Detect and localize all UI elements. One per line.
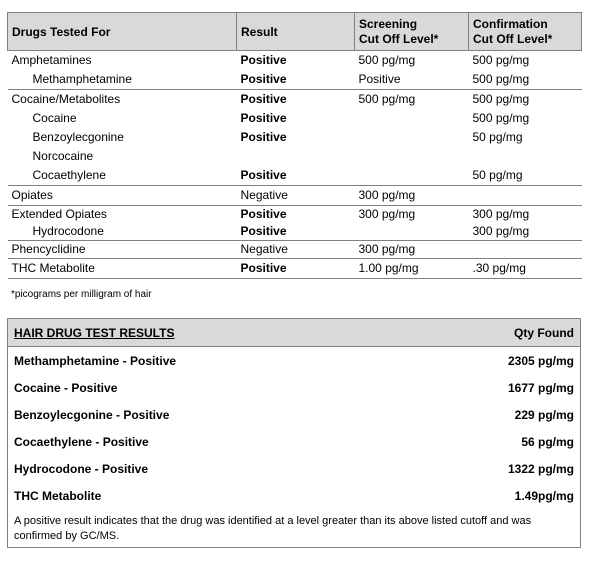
results-title: HAIR DRUG TEST RESULTS	[14, 326, 175, 340]
table-row	[8, 109, 582, 128]
drug-name: Cocaine/Metabolites	[8, 90, 237, 110]
drug-result: Positive	[240, 130, 287, 144]
result-qty: 2305 pg/mg	[507, 354, 574, 368]
result-item	[14, 461, 574, 477]
result-name: Cocaine - Positive	[14, 381, 118, 395]
drug-confirmation	[469, 147, 582, 166]
table-row	[8, 70, 582, 90]
drug-confirmation: 300 pg/mg	[472, 224, 530, 238]
drug-screening	[355, 166, 469, 186]
drug-result: Positive	[237, 51, 355, 71]
drug-name: Cocaine	[32, 111, 77, 125]
drug-result: Positive	[237, 259, 355, 279]
drug-name: Extended Opiates	[8, 206, 237, 224]
drug-screening: 300 pg/mg	[355, 186, 469, 206]
drug-confirmation	[469, 241, 582, 259]
table-row	[8, 259, 582, 279]
drug-name: Benzoylecgonine	[32, 130, 124, 144]
drug-screening: 300 pg/mg	[355, 241, 469, 259]
drug-name: Phencyclidine	[8, 241, 237, 259]
header-screening-line2: Cut Off Level*	[359, 32, 439, 46]
header-confirmation-line2: Cut Off Level*	[473, 32, 553, 46]
table-row	[8, 90, 582, 110]
results-header	[8, 319, 580, 347]
result-name: Methamphetamine - Positive	[14, 354, 177, 368]
result-item	[14, 380, 574, 396]
drug-confirmation: 500 pg/mg	[472, 72, 530, 86]
table-row	[8, 206, 582, 224]
drug-confirmation: 50 pg/mg	[472, 168, 523, 182]
confirmation-note: A positive result indicates that the drug was identified at a level greater than its above listed cutoff and was confirmed by GC/MS.	[14, 515, 532, 542]
header-screening-line1: Screening	[359, 17, 418, 31]
drug-name: Hydrocodone	[32, 224, 104, 238]
result-qty: 56 pg/mg	[521, 435, 574, 449]
result-item	[14, 353, 574, 369]
drug-confirmation: .30 pg/mg	[469, 259, 582, 279]
table-row	[8, 166, 582, 186]
drug-screening: 300 pg/mg	[355, 206, 469, 224]
qty-found-label: Qty Found	[514, 326, 574, 340]
result-name: THC Metabolite	[14, 489, 102, 503]
header-confirmation-line1: Confirmation	[473, 17, 548, 31]
table-row	[8, 128, 582, 147]
drug-test-table	[7, 12, 582, 279]
drug-result: Negative	[237, 241, 355, 259]
drug-screening	[355, 147, 469, 166]
table-header-row	[8, 13, 582, 51]
result-name: Hydrocodone - Positive	[14, 462, 149, 476]
result-item	[14, 488, 574, 504]
drug-screening	[355, 109, 469, 128]
table-row	[8, 186, 582, 206]
drug-confirmation: 50 pg/mg	[472, 130, 523, 144]
drug-screening: 500 pg/mg	[355, 90, 469, 110]
drug-screening: Positive	[358, 72, 401, 86]
footnote: *picograms per milligram of hair	[11, 289, 152, 300]
drug-name: Opiates	[8, 186, 237, 206]
drug-confirmation: 500 pg/mg	[469, 51, 582, 71]
drug-result: Positive	[240, 168, 287, 182]
drug-screening	[355, 223, 469, 241]
drug-result: Positive	[240, 224, 287, 238]
drug-confirmation	[469, 186, 582, 206]
drug-result: Negative	[237, 186, 355, 206]
header-screening	[355, 13, 469, 51]
drug-result: Positive	[240, 111, 287, 125]
result-qty: 1.49pg/mg	[514, 489, 574, 503]
table-row	[8, 223, 582, 241]
drug-result: Positive	[237, 90, 355, 110]
result-qty: 229 pg/mg	[514, 408, 574, 422]
header-result: Result	[237, 13, 355, 51]
result-item	[14, 407, 574, 423]
drug-name: Amphetamines	[8, 51, 237, 71]
drug-confirmation: 300 pg/mg	[469, 206, 582, 224]
drug-name: Cocaethylene	[32, 168, 106, 182]
drug-screening: 1.00 pg/mg	[355, 259, 469, 279]
drug-screening	[355, 128, 469, 147]
header-drugs-tested: Drugs Tested For	[8, 13, 237, 51]
hair-test-results-panel	[7, 318, 581, 548]
table-row	[8, 51, 582, 71]
table-row	[8, 241, 582, 259]
drug-result: Positive	[240, 72, 287, 86]
drug-name: THC Metabolite	[8, 259, 237, 279]
drug-confirmation: 500 pg/mg	[472, 111, 530, 125]
result-qty: 1677 pg/mg	[507, 381, 574, 395]
result-qty: 1322 pg/mg	[507, 462, 574, 476]
drug-confirmation: 500 pg/mg	[469, 90, 582, 110]
drug-name: Norcocaine	[32, 149, 94, 163]
drug-screening: 500 pg/mg	[355, 51, 469, 71]
drug-result	[237, 147, 355, 166]
result-name: Benzoylecgonine - Positive	[14, 408, 170, 422]
result-name: Cocaethylene - Positive	[14, 435, 149, 449]
result-item	[14, 434, 574, 450]
header-confirmation	[469, 13, 582, 51]
table-row	[8, 147, 582, 166]
drug-result: Positive	[237, 206, 355, 224]
drug-name: Methamphetamine	[32, 72, 132, 86]
